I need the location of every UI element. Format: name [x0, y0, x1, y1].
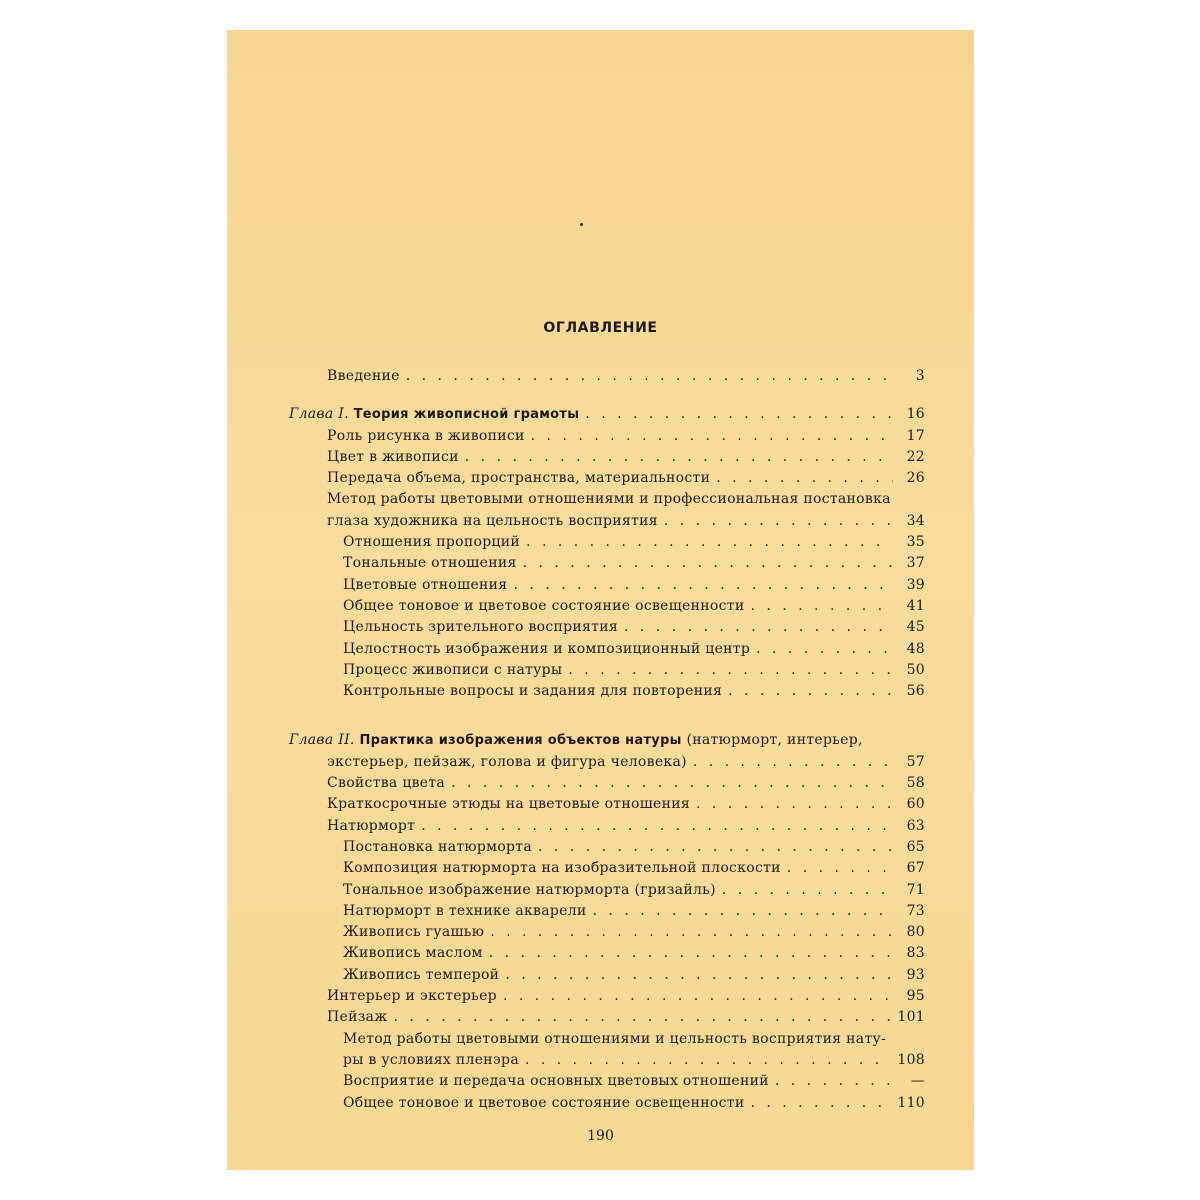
toc-subentry[interactable] [289, 922, 925, 943]
toc-entry-page: 95 [906, 988, 925, 1005]
toc-entry-label: Цветовые отношения [343, 576, 508, 593]
toc-entry-page: 108 [897, 1051, 925, 1068]
toc-subentry[interactable] [289, 553, 925, 574]
toc-entry-label: Живопись гуашью [343, 924, 485, 941]
toc-entry-page: 67 [906, 860, 925, 877]
toc-entry-page: 22 [906, 448, 925, 465]
toc-entry-label: Постановка натюрморта [343, 838, 533, 855]
toc-entry-label: Метод работы цветовыми отношениями и цельность восприятия нату- [343, 1030, 887, 1047]
dot-leader [750, 596, 893, 617]
toc-entry-label: Натюрморт в технике акварели [343, 902, 587, 919]
chapter-title: Теория живописной грамоты [353, 407, 580, 423]
toc-entry-page: 80 [906, 924, 925, 941]
dot-leader [523, 553, 893, 574]
toc-entry-label: Живопись темперой [343, 966, 500, 983]
toc-entry-label: Композиция натюрморта на изобразительной плоскости [343, 860, 781, 877]
book-page [227, 30, 974, 1170]
dot-leader [513, 575, 893, 596]
page-number: 190 [587, 1128, 614, 1144]
toc-chapter-1[interactable] [289, 404, 925, 425]
toc-entry-page: 45 [906, 619, 925, 636]
toc-entry-page: 65 [906, 838, 925, 855]
toc-entry-label: Контрольные вопросы и задания для повторения [343, 683, 723, 700]
toc-entry[interactable] [289, 447, 925, 468]
spacer [289, 387, 925, 404]
dot-leader [503, 986, 893, 1007]
toc-entry-page: 35 [906, 534, 925, 551]
toc-chapter-2-continued[interactable] [289, 752, 925, 773]
toc-entry-label: Введение [327, 368, 400, 384]
toc-entry[interactable] [289, 426, 925, 447]
toc-entry[interactable] [289, 489, 925, 510]
toc-entry-label: Свойства цвета [327, 775, 446, 792]
toc-chapter-2[interactable] [289, 730, 925, 751]
toc-entry-page: 101 [897, 1009, 925, 1026]
toc-subentry[interactable] [289, 1050, 925, 1071]
toc-entry-label: Цельность зрительного восприятия [343, 619, 618, 636]
chapter-title: Практика изображения объектов натуры [359, 733, 682, 749]
toc-entry-page: 17 [906, 427, 925, 444]
toc-entry-label: Метод работы цветовыми отношениями и профессиональная постановка [327, 491, 891, 508]
dot-leader [585, 404, 893, 425]
toc-subentry[interactable] [289, 943, 925, 964]
dot-leader [406, 366, 893, 387]
dot-leader [505, 965, 893, 986]
toc-entry-page: 60 [906, 796, 925, 813]
toc-entry-page: 93 [906, 966, 925, 983]
dot-leader [787, 858, 893, 879]
toc-entry-page: 26 [906, 470, 925, 487]
toc-subentry[interactable] [289, 858, 925, 879]
toc-entry-label: Цвет в живописи [327, 448, 459, 465]
toc-subentry[interactable] [289, 596, 925, 617]
toc-entry-page: 63 [906, 817, 925, 834]
spacer [289, 702, 925, 730]
toc-entry-page: 39 [906, 576, 925, 593]
toc-entry-label: Живопись маслом [343, 945, 483, 962]
toc-entry[interactable] [289, 773, 925, 794]
toc-entry-label: Натюрморт [327, 817, 416, 834]
toc-entry-page: 110 [897, 1094, 925, 1111]
dot-leader [489, 943, 893, 964]
toc-entry-page: 56 [906, 683, 925, 700]
toc-subentry[interactable] [289, 575, 925, 596]
toc-entry-label: ры в условиях пленэра [343, 1051, 519, 1068]
toc-entry-page: — [910, 1073, 925, 1090]
dot-leader [722, 880, 893, 901]
dot-leader [531, 426, 893, 447]
toc-subentry[interactable] [289, 965, 925, 986]
toc-subentry[interactable] [289, 880, 925, 901]
toc-entry[interactable] [289, 468, 925, 489]
dot-leader [465, 447, 893, 468]
toc-entry-page: 83 [906, 945, 925, 962]
dot-leader [750, 1093, 891, 1114]
toc-entry-label: Пейзаж [327, 1009, 388, 1026]
dot-leader [693, 752, 893, 773]
toc-entry-page: 41 [906, 597, 925, 614]
ink-speck [580, 223, 583, 226]
toc-entry-page: 71 [906, 881, 925, 898]
toc-chapter-heading [289, 730, 863, 751]
toc-entry-label: Тональное изображение натюрморта (гризайль) [343, 881, 716, 898]
toc-entry-page: 48 [906, 640, 925, 657]
toc-entry-label: Тональные отношения [343, 555, 517, 572]
toc-entry-label: Общее тоновое и цветовое состояние освещенности [343, 597, 745, 614]
dot-leader [756, 639, 893, 660]
table-of-contents [289, 366, 925, 1114]
dot-leader [624, 617, 893, 638]
toc-subentry[interactable] [289, 639, 925, 660]
toc-subentry[interactable] [289, 660, 925, 681]
toc-entry[interactable] [289, 1007, 925, 1028]
toc-entry-page: 73 [906, 902, 925, 919]
toc-entry-label: Краткосрочные этюды на цветовые отношения [327, 796, 691, 813]
dot-leader [538, 837, 893, 858]
dot-leader [728, 681, 893, 702]
toc-subentry[interactable] [289, 681, 925, 702]
toc-entry-label: Целостность изображения и композиционный центр [343, 640, 751, 657]
toc-entry-label: Процесс живописи с натуры [343, 661, 563, 678]
toc-entry-label: Интерьер и экстерьер [327, 988, 497, 1005]
dot-leader [421, 816, 893, 837]
toc-entry-label: Роль рисунка в живописи [327, 427, 525, 444]
toc-entry-label: Восприятие и передача основных цветовых отношений [343, 1073, 769, 1090]
dot-leader [394, 1007, 892, 1028]
chapter-word: Глава II. [289, 732, 355, 749]
toc-entry[interactable] [289, 816, 925, 837]
toc-entry-page: 16 [906, 406, 925, 423]
toc-entry-page: 58 [906, 775, 925, 792]
toc-subentry[interactable] [289, 617, 925, 638]
toc-entry[interactable] [289, 986, 925, 1007]
toc-entry-page: 57 [906, 753, 925, 770]
dot-leader [593, 901, 893, 922]
toc-entry-label: глаза художника на цельность восприятия [327, 512, 658, 529]
toc-subentry[interactable] [289, 532, 925, 553]
toc-chapter-heading [289, 404, 579, 425]
toc-entry[interactable] [289, 794, 925, 815]
chapter-word: Глава I. [289, 406, 349, 423]
dot-leader [490, 922, 893, 943]
toc-subentry[interactable] [289, 901, 925, 922]
toc-subentry[interactable] [289, 1029, 925, 1050]
dot-leader [451, 773, 893, 794]
chapter-title-rest: (натюрморт, интерьер, [686, 732, 863, 749]
page-title: ОГЛАВЛЕНИЕ [543, 320, 658, 336]
dot-leader [775, 1071, 893, 1092]
toc-entry-page: 37 [906, 555, 925, 572]
dot-leader [568, 660, 893, 681]
toc-subentry[interactable] [289, 1093, 925, 1114]
toc-entry-label: Передача объема, пространства, материальности [327, 470, 711, 487]
dot-leader [716, 468, 893, 489]
dot-leader [525, 1050, 891, 1071]
toc-subentry[interactable] [289, 1071, 925, 1092]
dot-leader [664, 511, 893, 532]
toc-subentry[interactable] [289, 837, 925, 858]
toc-entry-page: 50 [906, 661, 925, 678]
toc-entry-label: Отношения пропорций [343, 534, 521, 551]
dot-leader [526, 532, 893, 553]
toc-entry-intro[interactable] [289, 366, 925, 387]
toc-entry-label: экстерьер, пейзаж, голова и фигура человека) [327, 753, 687, 770]
toc-entry[interactable] [289, 511, 925, 532]
dot-leader [696, 794, 893, 815]
toc-entry-page: 34 [906, 512, 925, 529]
toc-entry-label: Общее тоновое и цветовое состояние освещенности [343, 1094, 745, 1111]
toc-entry-page: 3 [915, 368, 925, 384]
